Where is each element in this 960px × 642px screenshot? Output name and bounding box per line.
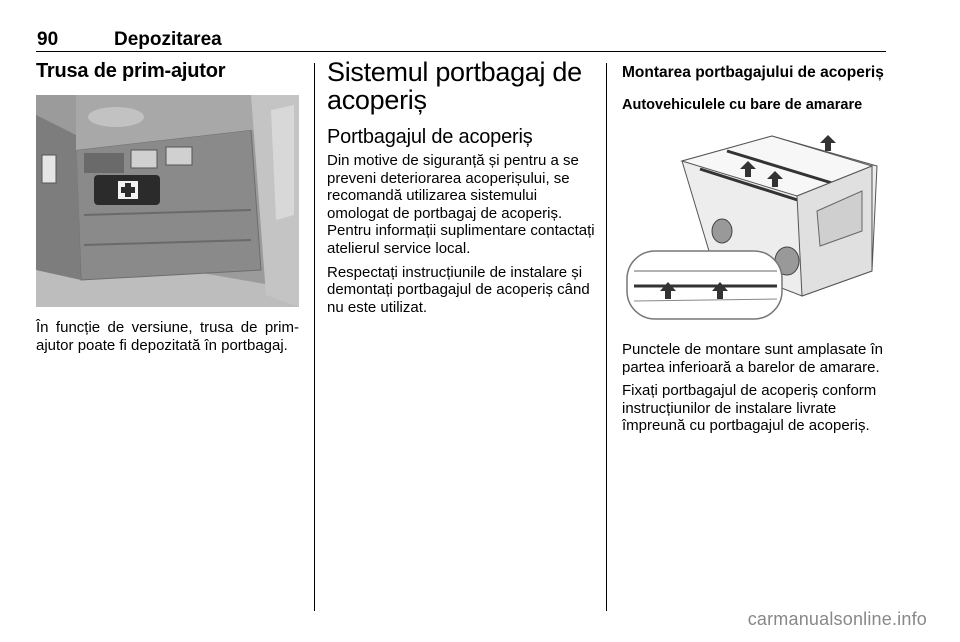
column-divider-2 <box>606 63 607 611</box>
watermark-footer: carmanualsonline.info <box>747 609 927 629</box>
first-aid-caption: În funcție de versiune, trusa de prim-ajutor poate fi depozitată în portbagaj. <box>36 319 299 354</box>
mounting-paragraph-1: Punctele de montare sunt amplasate în partea inferioară a barelor de amarare. <box>622 341 883 376</box>
first-aid-heading: Trusa de prim-ajutor <box>36 60 226 82</box>
mounting-heading: Montarea portbagajului de acoperiș <box>622 64 884 81</box>
roof-rack-paragraph-2: Respectați instrucțiunile de instalare și demontați portbagajul de acoperiș când nu este utilizat. <box>327 263 590 316</box>
header-rule <box>36 51 886 52</box>
column-mounting <box>622 64 887 441</box>
roof-rack-paragraph-1: Din motive de siguranță și pentru a se preveni deteriorarea acoperișului, se recomandă utilizarea sistemului omologat de portbagaj de acoperiș. Pentru informații suplimentare contactați atelierul service local. <box>327 152 595 257</box>
column-first-aid <box>36 60 299 360</box>
mounting-paragraph-2: Fixați portbagajul de acoperiș conform instrucțiunilor de instalare livrate împreună cu portbagajul de acoperiș. <box>622 382 877 435</box>
van-roof-rails-illustration <box>622 121 887 331</box>
roof-rack-subheading: Portbagajul de acoperiș <box>327 126 533 148</box>
mounting-subheading: Autovehiculele cu bare de amarare <box>622 97 863 113</box>
roof-rack-system-heading: Sistemul portbagaj de acoperiș <box>327 57 582 115</box>
column-divider-1 <box>314 63 315 611</box>
column-roof-rack <box>327 58 595 322</box>
car-trunk-first-aid-kit-illustration <box>36 95 299 307</box>
section-title: Depozitarea <box>114 29 222 50</box>
page-number: 90 <box>37 29 59 50</box>
